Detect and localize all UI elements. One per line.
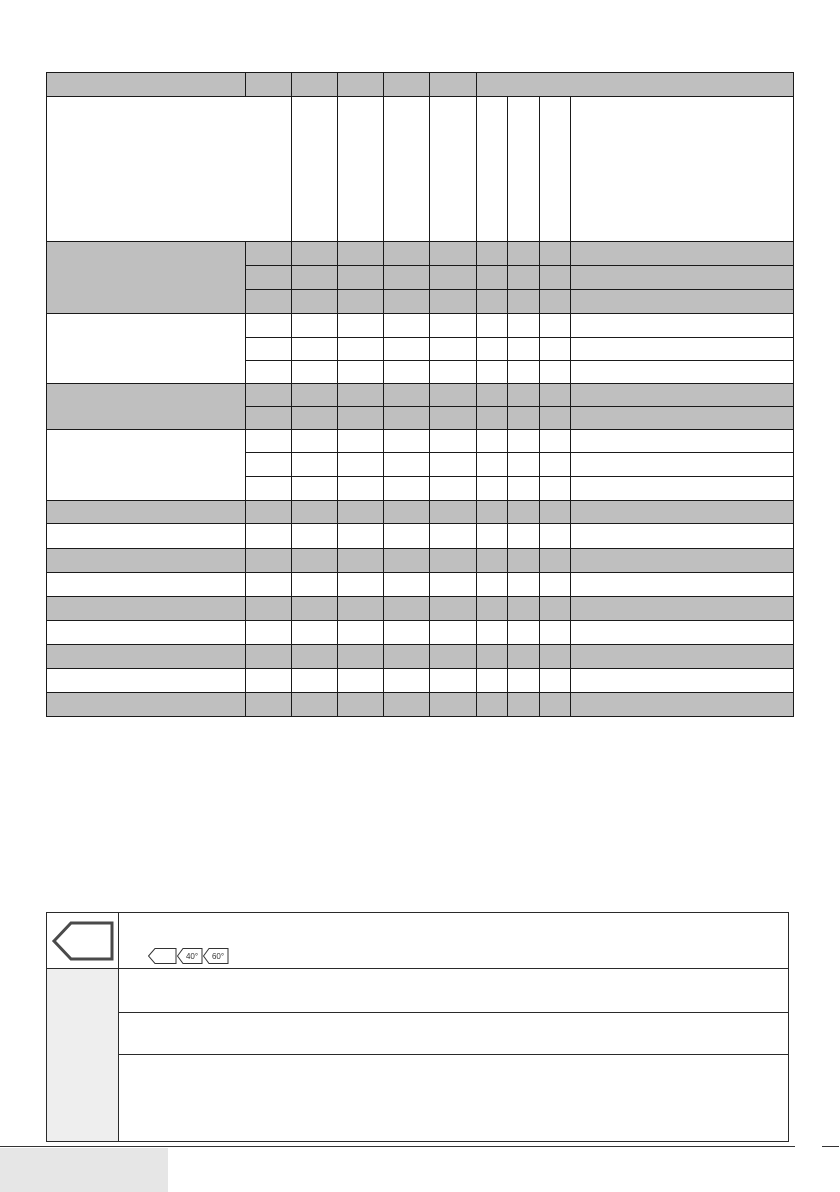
table-cell	[508, 290, 540, 314]
table-cell	[246, 430, 292, 453]
subheader-label-cell	[47, 97, 292, 242]
table-row	[47, 621, 794, 645]
notes-cell	[571, 524, 794, 549]
table-cell	[430, 573, 477, 597]
programme-name-cell	[47, 501, 246, 524]
notes-cell	[571, 430, 794, 453]
table-cell	[384, 621, 430, 645]
table-cell	[477, 477, 508, 501]
table-cell	[338, 407, 384, 430]
notes-cell	[571, 453, 794, 477]
table-cell	[338, 430, 384, 453]
notes-cell	[571, 693, 794, 717]
table-cell	[292, 621, 338, 645]
header-column-cell	[246, 73, 292, 97]
programme-name-cell	[47, 645, 246, 669]
notes-cell	[571, 384, 794, 407]
table-cell	[508, 266, 540, 290]
table-cell	[477, 669, 508, 693]
notes-cell	[571, 669, 794, 693]
table-cell	[430, 384, 477, 407]
table-cell	[540, 524, 571, 549]
table-cell	[477, 645, 508, 669]
table-row	[47, 549, 794, 573]
table-cell	[246, 384, 292, 407]
tag-60-label: 60°	[211, 952, 225, 961]
table-cell	[246, 645, 292, 669]
table-cell	[508, 361, 540, 384]
table-cell	[292, 266, 338, 290]
table-row	[47, 669, 794, 693]
table-cell	[508, 549, 540, 573]
notes-cell	[571, 338, 794, 361]
table-cell	[540, 314, 571, 338]
table-cell	[292, 645, 338, 669]
table-cell	[246, 477, 292, 501]
info-side-panel	[47, 969, 119, 1141]
table-cell	[508, 573, 540, 597]
table-cell	[338, 266, 384, 290]
table-row	[47, 242, 794, 266]
table-cell	[508, 314, 540, 338]
table-cell	[246, 597, 292, 621]
header-options-cell	[477, 73, 794, 97]
table-cell	[338, 573, 384, 597]
notes-cell	[571, 242, 794, 266]
table-cell	[338, 384, 384, 407]
header-column-cell	[384, 73, 430, 97]
table-cell	[477, 693, 508, 717]
tag-60-icon	[204, 949, 229, 964]
subheader-column-cell	[430, 97, 477, 242]
table-cell	[430, 524, 477, 549]
subheader-notes-cell	[571, 97, 794, 242]
table-cell	[430, 338, 477, 361]
table-cell	[384, 453, 430, 477]
table-cell	[338, 361, 384, 384]
table-cell	[477, 242, 508, 266]
table-cell	[384, 407, 430, 430]
programme-name-cell	[47, 549, 246, 573]
subheader-column-cell	[508, 97, 540, 242]
table-row	[47, 597, 794, 621]
table-cell	[384, 597, 430, 621]
table-cell	[384, 549, 430, 573]
table-subheader-row	[47, 97, 794, 242]
table-cell	[246, 669, 292, 693]
tag-40-icon	[178, 949, 203, 964]
table-cell	[246, 453, 292, 477]
table-cell	[540, 597, 571, 621]
table-cell	[384, 338, 430, 361]
table-cell	[338, 669, 384, 693]
table-cell	[540, 384, 571, 407]
table-cell	[292, 693, 338, 717]
notes-cell	[571, 314, 794, 338]
table-cell	[384, 645, 430, 669]
table-cell	[540, 453, 571, 477]
table-cell	[292, 407, 338, 430]
notes-cell	[571, 549, 794, 573]
notes-cell	[571, 266, 794, 290]
table-cell	[508, 693, 540, 717]
table-cell	[477, 290, 508, 314]
subheader-column-cell	[477, 97, 508, 242]
programme-name-cell	[47, 573, 246, 597]
subheader-column-cell	[292, 97, 338, 242]
programme-name-cell	[47, 597, 246, 621]
table-cell	[338, 477, 384, 501]
table-cell	[540, 290, 571, 314]
table-cell	[292, 573, 338, 597]
table-cell	[384, 477, 430, 501]
info-icon-cell	[47, 913, 119, 969]
programme-name-cell	[47, 524, 246, 549]
info-row-temperature	[119, 913, 788, 969]
table-cell	[246, 501, 292, 524]
info-box	[46, 912, 789, 1142]
table-cell	[430, 501, 477, 524]
table-cell	[430, 266, 477, 290]
table-cell	[246, 266, 292, 290]
blank-tag-icon	[149, 949, 177, 964]
table-cell	[338, 549, 384, 573]
programme-name-cell	[47, 314, 246, 384]
table-cell	[508, 524, 540, 549]
table-cell	[540, 621, 571, 645]
table-cell	[292, 430, 338, 453]
table-cell	[477, 430, 508, 453]
table-cell	[430, 549, 477, 573]
table-cell	[384, 290, 430, 314]
temperature-tag-icon	[52, 921, 114, 961]
table-row	[47, 384, 794, 407]
notes-cell	[571, 361, 794, 384]
table-cell	[508, 597, 540, 621]
table-cell	[246, 314, 292, 338]
table-cell	[384, 430, 430, 453]
table-cell	[338, 645, 384, 669]
footer-rule	[0, 1146, 795, 1147]
table-cell	[477, 573, 508, 597]
info-row	[119, 969, 788, 1013]
table-cell	[477, 597, 508, 621]
table-cell	[540, 693, 571, 717]
table-cell	[246, 407, 292, 430]
table-cell	[338, 621, 384, 645]
header-column-cell	[338, 73, 384, 97]
table-cell	[338, 290, 384, 314]
table-cell	[292, 669, 338, 693]
table-cell	[540, 407, 571, 430]
programme-table	[46, 72, 794, 717]
table-cell	[338, 242, 384, 266]
table-cell	[246, 524, 292, 549]
table-cell	[508, 453, 540, 477]
table-cell	[477, 361, 508, 384]
table-row	[47, 430, 794, 453]
table-cell	[384, 693, 430, 717]
temperature-tags	[148, 948, 232, 965]
table-cell	[477, 621, 508, 645]
table-cell	[292, 453, 338, 477]
table-cell	[338, 314, 384, 338]
table-cell	[246, 290, 292, 314]
programme-name-cell	[47, 621, 246, 645]
table-cell	[246, 338, 292, 361]
table-cell	[508, 242, 540, 266]
table-row	[47, 524, 794, 549]
table-cell	[384, 314, 430, 338]
table-cell	[246, 573, 292, 597]
programme-name-cell	[47, 430, 246, 501]
table-row	[47, 501, 794, 524]
table-cell	[508, 477, 540, 501]
table-cell	[338, 524, 384, 549]
table-cell	[508, 621, 540, 645]
notes-cell	[571, 645, 794, 669]
table-cell	[292, 242, 338, 266]
table-cell	[430, 669, 477, 693]
footer-dash	[822, 1146, 839, 1147]
table-row	[47, 645, 794, 669]
header-column-cell	[430, 73, 477, 97]
notes-cell	[571, 501, 794, 524]
footer-page-tab	[0, 1148, 168, 1192]
notes-cell	[571, 597, 794, 621]
notes-cell	[571, 407, 794, 430]
table-cell	[508, 669, 540, 693]
table-cell	[246, 361, 292, 384]
table-cell	[384, 384, 430, 407]
table-cell	[540, 266, 571, 290]
table-cell	[384, 501, 430, 524]
table-cell	[292, 314, 338, 338]
notes-cell	[571, 290, 794, 314]
table-cell	[540, 501, 571, 524]
table-cell	[477, 338, 508, 361]
table-row	[47, 573, 794, 597]
header-programme-cell	[47, 73, 246, 97]
table-cell	[338, 453, 384, 477]
table-cell	[338, 501, 384, 524]
info-row	[119, 1055, 788, 1141]
table-header-row	[47, 73, 794, 97]
table-cell	[338, 693, 384, 717]
table-cell	[540, 242, 571, 266]
table-cell	[540, 338, 571, 361]
table-cell	[508, 407, 540, 430]
table-cell	[430, 407, 477, 430]
table-cell	[477, 549, 508, 573]
table-cell	[292, 290, 338, 314]
table-cell	[292, 549, 338, 573]
table-cell	[430, 693, 477, 717]
table-cell	[540, 645, 571, 669]
table-cell	[430, 242, 477, 266]
table-cell	[540, 430, 571, 453]
table-cell	[477, 266, 508, 290]
programme-name-cell	[47, 242, 246, 314]
subheader-column-cell	[384, 97, 430, 242]
table-cell	[292, 477, 338, 501]
notes-cell	[571, 477, 794, 501]
table-row	[47, 693, 794, 717]
table-cell	[540, 549, 571, 573]
table-cell	[292, 501, 338, 524]
table-cell	[384, 573, 430, 597]
table-cell	[430, 477, 477, 501]
table-cell	[508, 430, 540, 453]
table-cell	[246, 242, 292, 266]
table-cell	[477, 501, 508, 524]
table-cell	[292, 384, 338, 407]
table-cell	[292, 597, 338, 621]
table-cell	[246, 693, 292, 717]
header-column-cell	[292, 73, 338, 97]
table-cell	[540, 477, 571, 501]
table-cell	[477, 314, 508, 338]
table-cell	[430, 290, 477, 314]
table-cell	[508, 501, 540, 524]
table-cell	[540, 573, 571, 597]
table-cell	[338, 597, 384, 621]
table-cell	[292, 361, 338, 384]
table-cell	[384, 266, 430, 290]
table-cell	[384, 524, 430, 549]
table-cell	[430, 597, 477, 621]
subheader-column-cell	[338, 97, 384, 242]
table-cell	[384, 361, 430, 384]
programme-name-cell	[47, 693, 246, 717]
table-cell	[292, 338, 338, 361]
table-cell	[540, 669, 571, 693]
table-cell	[430, 453, 477, 477]
notes-cell	[571, 621, 794, 645]
table-cell	[477, 524, 508, 549]
programme-name-cell	[47, 384, 246, 430]
table-cell	[477, 453, 508, 477]
table-cell	[430, 621, 477, 645]
table-cell	[508, 645, 540, 669]
table-cell	[430, 314, 477, 338]
table-cell	[508, 338, 540, 361]
table-cell	[246, 549, 292, 573]
table-row	[47, 314, 794, 338]
table-cell	[338, 338, 384, 361]
table-cell	[430, 361, 477, 384]
table-cell	[246, 621, 292, 645]
table-cell	[540, 361, 571, 384]
table-cell	[292, 524, 338, 549]
table-cell	[508, 384, 540, 407]
info-row	[119, 1013, 788, 1055]
tag-40-label: 40°	[185, 952, 199, 961]
notes-cell	[571, 573, 794, 597]
programme-name-cell	[47, 669, 246, 693]
table-cell	[430, 430, 477, 453]
table-cell	[477, 384, 508, 407]
table-cell	[477, 407, 508, 430]
table-cell	[384, 669, 430, 693]
table-cell	[384, 242, 430, 266]
subheader-column-cell	[540, 97, 571, 242]
table-cell	[430, 645, 477, 669]
